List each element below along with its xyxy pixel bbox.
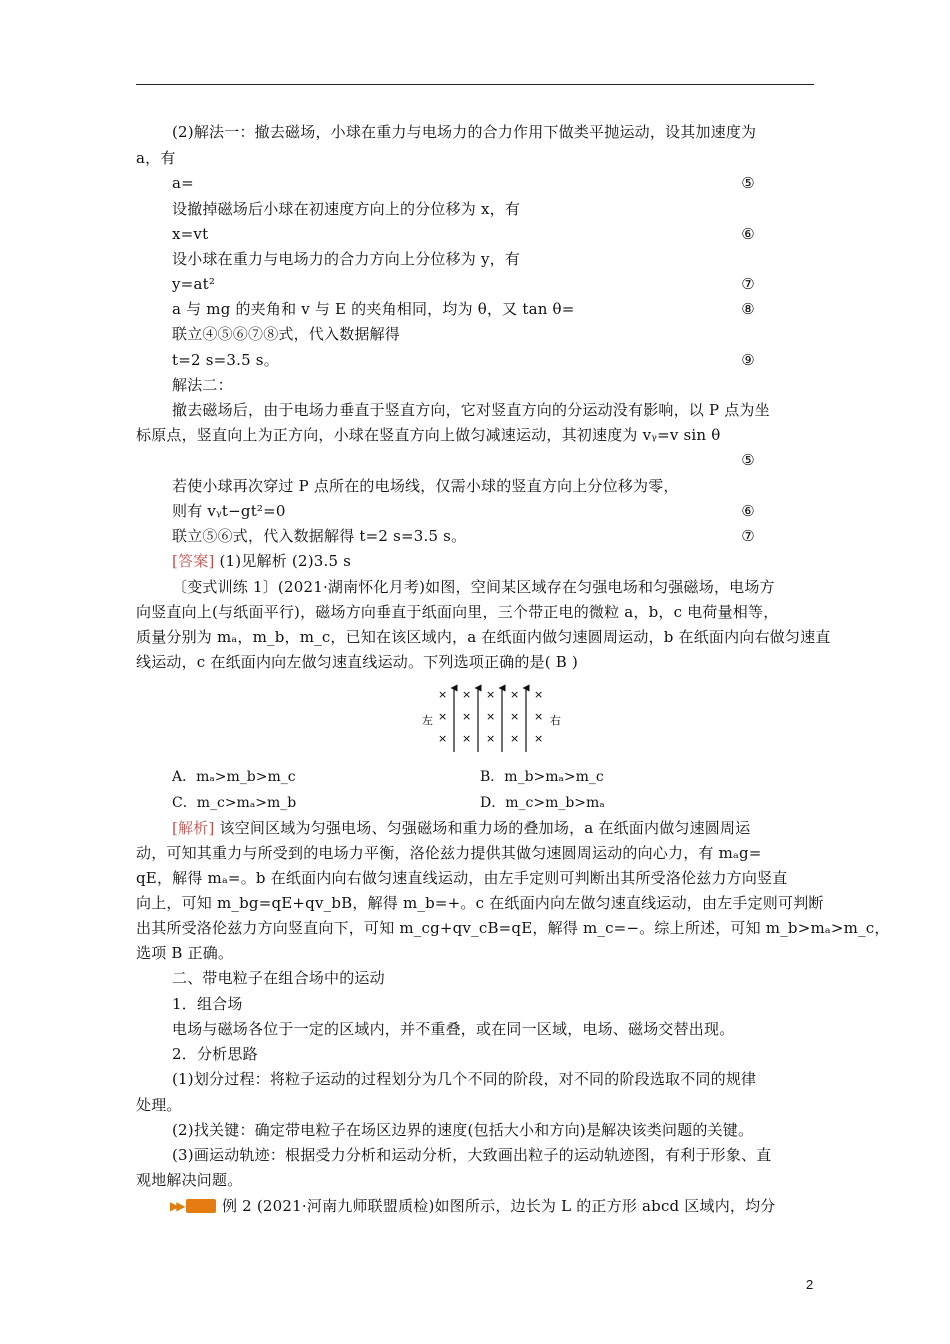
text-line: 设撤掉磁场后小球在初速度方向上的分位移为 x，有 bbox=[172, 200, 521, 218]
text-line: a 与 mg 的夹角和 v 与 E 的夹角相同，均为 θ，又 tan θ= bbox=[172, 300, 575, 318]
example-arrow-icon: ▶▶ bbox=[170, 1199, 183, 1213]
equation-number: ⑥ bbox=[741, 225, 755, 243]
cross-mark: × bbox=[462, 732, 472, 745]
text-line: 线运动，c 在纸面内向左做匀速直线运动。下列选项正确的是( B ) bbox=[136, 653, 579, 671]
cross-mark: × bbox=[486, 710, 496, 723]
text-line: 联立⑤⑥式，代入数据解得 t=2 s=3.5 s。 bbox=[172, 527, 467, 545]
text-line: 选项 B 正确。 bbox=[136, 944, 234, 962]
equation-number: ⑥ bbox=[741, 502, 755, 520]
left-label: 左 bbox=[422, 714, 433, 727]
text-line: 出其所受洛伦兹力方向竖直向下，可知 m_cg+qv_cB=qE，解得 m_c=−。综上所述，可知 m_b>mₐ>m_c， bbox=[136, 919, 890, 937]
text-line: 标原点，竖直向上为正方向，小球在竖直方向上做匀减速运动，其初速度为 vᵧ=v sin θ bbox=[136, 426, 721, 444]
text-line: 联立④⑤⑥⑦⑧式，代入数据解得 bbox=[172, 325, 401, 343]
text-line: (3)画运动轨迹：根据受力分析和运动分析，大致画出粒子的运动轨迹图，有利于形象、直 bbox=[172, 1146, 772, 1164]
option-a: A．mₐ>m_b>m_c bbox=[172, 769, 296, 785]
text-line: 设小球在重力与电场力的合力方向上分位移为 y，有 bbox=[172, 250, 521, 268]
text-line: 向竖直向上(与纸面平行)，磁场方向垂直于纸面向里，三个带正电的微粒 a，b，c 电荷量相等， bbox=[136, 603, 779, 621]
analysis-line bbox=[172, 818, 750, 838]
field-diagram bbox=[418, 682, 568, 754]
text-line: 质量分别为 mₐ，m_b，m_c，已知在该区域内，a 在纸面内做匀速圆周运动，b 在纸面内向右做匀速直 bbox=[136, 628, 831, 646]
text-line: qE，解得 mₐ=。b 在纸面内向右做匀速直线运动，由左手定则可判断出其所受洛伦兹力方向竖直 bbox=[136, 869, 788, 887]
text-line: 处理。 bbox=[136, 1096, 182, 1114]
text-line: t=2 s=3.5 s。 bbox=[172, 351, 279, 369]
cross-mark: × bbox=[510, 688, 520, 701]
text-line: x=vt bbox=[172, 225, 209, 243]
text-line: 2．分析思路 bbox=[172, 1045, 258, 1063]
answer-tag: [答案] bbox=[172, 552, 215, 570]
text-line: 二、带电粒子在组合场中的运动 bbox=[172, 969, 385, 987]
cross-mark: × bbox=[486, 732, 496, 745]
text-line: (2)解法一：撤去磁场，小球在重力与电场力的合力作用下做类平抛运动，设其加速度为 bbox=[172, 123, 757, 141]
text-line: 撤去磁场后，由于电场力垂直于竖直方向，它对竖直方向的分运动没有影响，以 P 点为坐 bbox=[172, 401, 770, 419]
text-line: 1．组合场 bbox=[172, 995, 243, 1013]
text-line: a= bbox=[172, 174, 194, 192]
header-rule bbox=[136, 84, 814, 85]
cross-mark: × bbox=[534, 710, 544, 723]
text-line: 〔变式训练 1〕(2021·湖南怀化月考)如图，空间某区域存在匀强电场和匀强磁场，电场方 bbox=[172, 578, 775, 596]
text-line: 动，可知其重力与所受到的电场力平衡，洛伦兹力提供其做匀速圆周运动的向心力，有 mₐg= bbox=[136, 844, 762, 862]
analysis-tag: [解析] bbox=[172, 819, 215, 837]
example-badge bbox=[186, 1199, 216, 1213]
cross-mark: × bbox=[438, 710, 448, 723]
equation-number: ⑨ bbox=[741, 351, 755, 369]
answer-text: (1)见解析 (2)3.5 s bbox=[214, 552, 352, 570]
cross-mark: × bbox=[462, 688, 472, 701]
analysis-text: 该空间区域为匀强电场、匀强磁场和重力场的叠加场，a 在纸面内做匀速圆周运 bbox=[214, 819, 751, 837]
text-line: 则有 vᵧt−gt²=0 bbox=[172, 502, 286, 520]
cross-mark: × bbox=[438, 732, 448, 745]
text-line: y=at² bbox=[172, 275, 216, 293]
cross-mark: × bbox=[510, 732, 520, 745]
text-line: 解法二： bbox=[172, 376, 233, 394]
cross-mark: × bbox=[438, 688, 448, 701]
cross-mark: × bbox=[486, 688, 496, 701]
text-line: (2)找关键：确定带电粒子在场区边界的速度(包括大小和方向)是解决该类问题的关键。 bbox=[172, 1121, 754, 1139]
cross-mark: × bbox=[510, 710, 520, 723]
page-number: 2 bbox=[806, 1277, 814, 1292]
cross-mark: × bbox=[462, 710, 472, 723]
option-c: C．m_c>mₐ>m_b bbox=[172, 795, 297, 811]
equation-number: ⑦ bbox=[741, 527, 755, 545]
text-line: a，有 bbox=[136, 149, 176, 167]
equation-number: ⑧ bbox=[741, 300, 755, 318]
text-line: 电场与磁场各位于一定的区域内，并不重叠，或在同一区域，电场、磁场交替出现。 bbox=[172, 1020, 735, 1038]
cross-mark: × bbox=[534, 688, 544, 701]
equation-number: ⑦ bbox=[741, 275, 755, 293]
right-label: 右 bbox=[550, 714, 561, 727]
text-line: 例 2 (2021·河南九师联盟质检)如图所示，边长为 L 的正方形 abcd 区域内，均分 bbox=[222, 1197, 776, 1215]
text-line: 观地解决问题。 bbox=[136, 1171, 243, 1189]
option-b: B．m_b>mₐ>m_c bbox=[480, 769, 604, 785]
equation-number: ⑤ bbox=[741, 174, 755, 192]
answer-line bbox=[172, 551, 351, 571]
equation-number: ⑤ bbox=[741, 451, 755, 469]
text-line: 若使小球再次穿过 P 点所在的电场线，仅需小球的竖直方向上分位移为零， bbox=[172, 477, 679, 495]
option-d: D．m_c>m_b>mₐ bbox=[480, 795, 605, 811]
text-line: 向上，可知 m_bg=qE+qv_bB，解得 m_b=+。c 在纸面内向左做匀速直线运动，由左手定则可判断 bbox=[136, 894, 824, 912]
text-line: (1)划分过程：将粒子运动的过程划分为几个不同的阶段，对不同的阶段选取不同的规律 bbox=[172, 1070, 757, 1088]
cross-mark: × bbox=[534, 732, 544, 745]
